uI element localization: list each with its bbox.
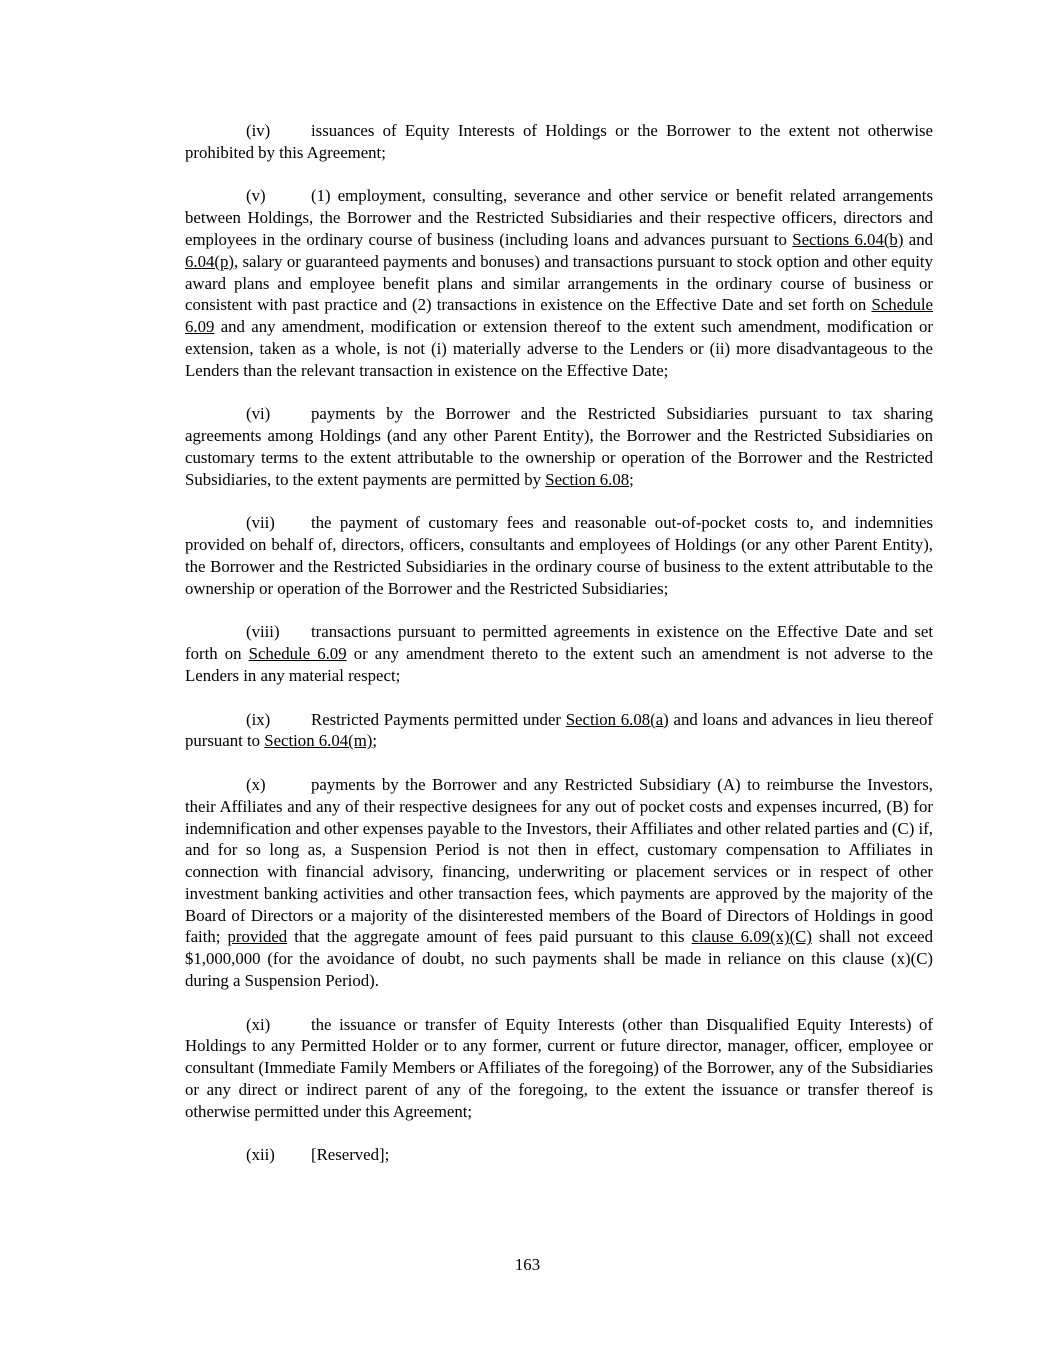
section-reference: clause 6.09(x)(C) xyxy=(691,927,812,947)
clause-number: (ix) xyxy=(246,709,271,729)
clause-paragraph xyxy=(185,512,933,599)
clause-text: or any amendment thereto to the extent such an amendment is not adverse to the Lenders in any material respect; xyxy=(185,644,934,685)
clause-text: [Reserved]; xyxy=(311,1145,390,1165)
clause-number: (vii) xyxy=(246,513,275,533)
section-reference: provided xyxy=(227,927,288,947)
clause-text: the issuance or transfer of Equity Interests (other than Disqualified Equity Interests) of Holdings to any Permitted Holder or to any former, current or future director, manager, officer, employee or consultant (Immediate Family Members or Affiliates of the foregoing) of the Borrower, any of the Subsidiaries or any direct or indirect parent of any of the foregoing, to the extent the issuance or transfer thereof is otherwise permitted under this Agreement; xyxy=(185,1014,933,1121)
clause-paragraph xyxy=(185,709,933,753)
clause-text: and loans and advances in lieu thereof pursuant to xyxy=(185,709,933,751)
clause-text: payments by the Borrower and the Restricted Subsidiaries pursuant to tax sharing agreements among Holdings (and any other Parent Entity), the Borrower and the Restricted Subsidiaries on customary terms to the extent attributable to the ownership or operation of the Borrower and the Restricted Subsidiaries, to the extent payments are permitted by xyxy=(185,404,933,489)
section-reference: Schedule 6.09 xyxy=(248,644,347,664)
clause-text: transactions pursuant to permitted agreements in existence on the Effective Date and set forth on xyxy=(185,622,933,664)
clause-paragraph xyxy=(185,621,933,686)
section-reference: Section 6.08 xyxy=(545,469,630,489)
clause-number: (x) xyxy=(246,774,266,794)
clause-paragraph xyxy=(185,774,933,992)
clause-number: (xii) xyxy=(246,1145,275,1165)
clause-text: the payment of customary fees and reasonable out-of-pocket costs to, and indemnities provided on behalf of, directors, officers, consultants and employees of Holdings (or any other Parent Entity), the Borrower and the Restricted Subsidiaries in the ordinary course of business to the extent attributable to the ownership or operation of the Borrower and the Restricted Subsidiaries; xyxy=(185,513,933,598)
clause-text: , salary or guaranteed payments and bonuses) and transactions pursuant to stock option and other equity award plans and employee benefit plans and similar arrangements in the ordinary course of business or consistent with past practice and (2) transactions in existence on the Effective Date and set forth on xyxy=(185,251,933,315)
clause-text: shall not exceed $1,000,000 (for the avoidance of doubt, no such payments shall be made in reliance on this clause (x)(C) during a Suspension Period). xyxy=(185,927,933,991)
clause-paragraph xyxy=(185,120,933,164)
section-reference: Section 6.04(m) xyxy=(264,731,373,751)
clause-paragraph xyxy=(185,1144,933,1166)
clause-paragraph xyxy=(185,185,933,381)
section-reference: Section 6.08(a) xyxy=(565,709,669,729)
clause-text: that the aggregate amount of fees paid pursuant to this xyxy=(287,927,692,947)
clause-number: (xi) xyxy=(246,1014,271,1034)
section-reference: Sections 6.04(b) xyxy=(792,229,904,249)
section-reference: 6.04(p) xyxy=(185,251,234,271)
section-reference: Schedule 6.09 xyxy=(185,295,933,337)
clause-paragraph xyxy=(185,403,933,490)
clause-text: issuances of Equity Interests of Holdings or the Borrower to the extent not otherwise prohibited by this Agreement; xyxy=(185,121,933,162)
clause-text: and any amendment, modification or extension thereof to the extent such amendment, modification or extension, taken as a whole, is not (i) materially adverse to the Lenders or (ii) more disadvantageous to the Lenders than the relevant transaction in existence on the Effective Date; xyxy=(185,317,933,380)
clause-text: (1) employment, consulting, severance and other service or benefit related arrangements between Holdings, the Borrower and the Restricted Subsidiaries and their respective officers, directors and employees in the ordinary course of business (including loans and advances pursuant to xyxy=(185,186,933,249)
page-number: 163 xyxy=(514,1255,541,1274)
clause-paragraph xyxy=(185,1014,933,1123)
clause-text: payments by the Borrower and any Restricted Subsidiary (A) to reimburse the Investors, their Affiliates and any of their respective designees for any out of pocket costs and expenses incurred, (B) for indemnification and other expenses payable to the Investors, their Affiliates and other related parties and (C) if, and for so long as, a Suspension Period is not then in effect, customary compensation to Affiliates in connection with financial advisory, financing, underwriting or placement services or in respect of other investment banking activities and other transaction fees, which payments are approved by the majority of the Board of Directors or a majority of the disinterested members of the Board of Directors of Holdings in good faith; xyxy=(185,774,933,947)
clause-text: ; xyxy=(372,731,378,751)
clause-number: (v) xyxy=(246,186,266,206)
clause-text: and xyxy=(903,229,933,249)
clause-text: ; xyxy=(629,469,634,489)
clause-text: Restricted Payments permitted under xyxy=(311,709,566,729)
clause-number: (iv) xyxy=(246,121,271,140)
document-body xyxy=(185,120,933,1166)
clause-number: (viii) xyxy=(246,622,280,642)
clause-number: (vi) xyxy=(246,404,271,424)
